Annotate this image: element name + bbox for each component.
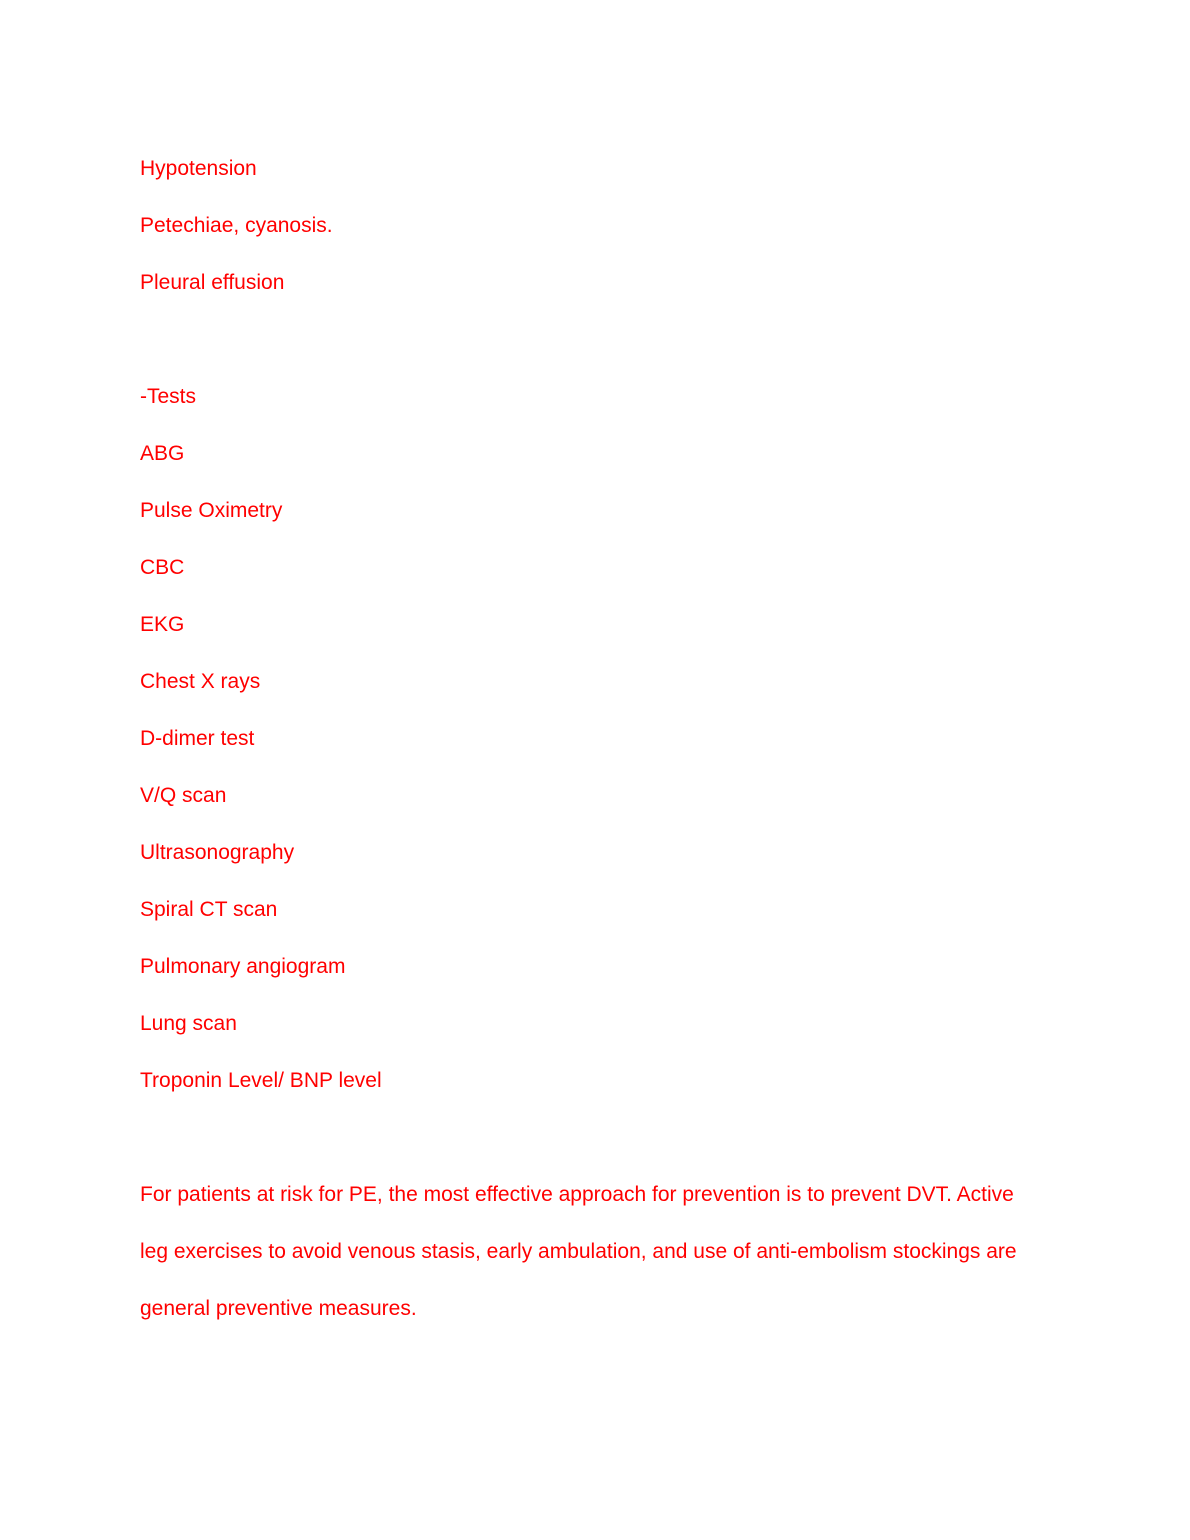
symptom-line: Hypotension [140, 157, 257, 180]
test-item: Spiral CT scan [140, 898, 278, 921]
test-item: Pulse Oximetry [140, 499, 283, 522]
blank-line [140, 311, 1050, 368]
symptom-line: Petechiae, cyanosis. [140, 214, 333, 237]
test-item: V/Q scan [140, 784, 227, 807]
document-content [140, 140, 1050, 1337]
symptom-line: Pleural effusion [140, 271, 285, 294]
prevention-paragraph [140, 1166, 1050, 1337]
test-item: Pulmonary angiogram [140, 955, 346, 978]
prevention-line: leg exercises to avoid venous stasis, early ambulation, and use of anti-embolism stockings are [140, 1240, 1017, 1263]
test-item: D-dimer test [140, 727, 255, 750]
test-item: Chest X rays [140, 670, 261, 693]
prevention-line: For patients at risk for PE, the most effective approach for prevention is to prevent DVT. Active [140, 1183, 1014, 1206]
prevention-line: general preventive measures. [140, 1297, 417, 1320]
test-item: CBC [140, 556, 185, 579]
test-item: EKG [140, 613, 185, 636]
test-item: Troponin Level/ BNP level [140, 1069, 382, 1092]
tests-heading: -Tests [140, 385, 197, 408]
test-item: Lung scan [140, 1012, 237, 1035]
test-item: ABG [140, 442, 185, 465]
test-item: Ultrasonography [140, 841, 295, 864]
blank-line [140, 1109, 1050, 1166]
